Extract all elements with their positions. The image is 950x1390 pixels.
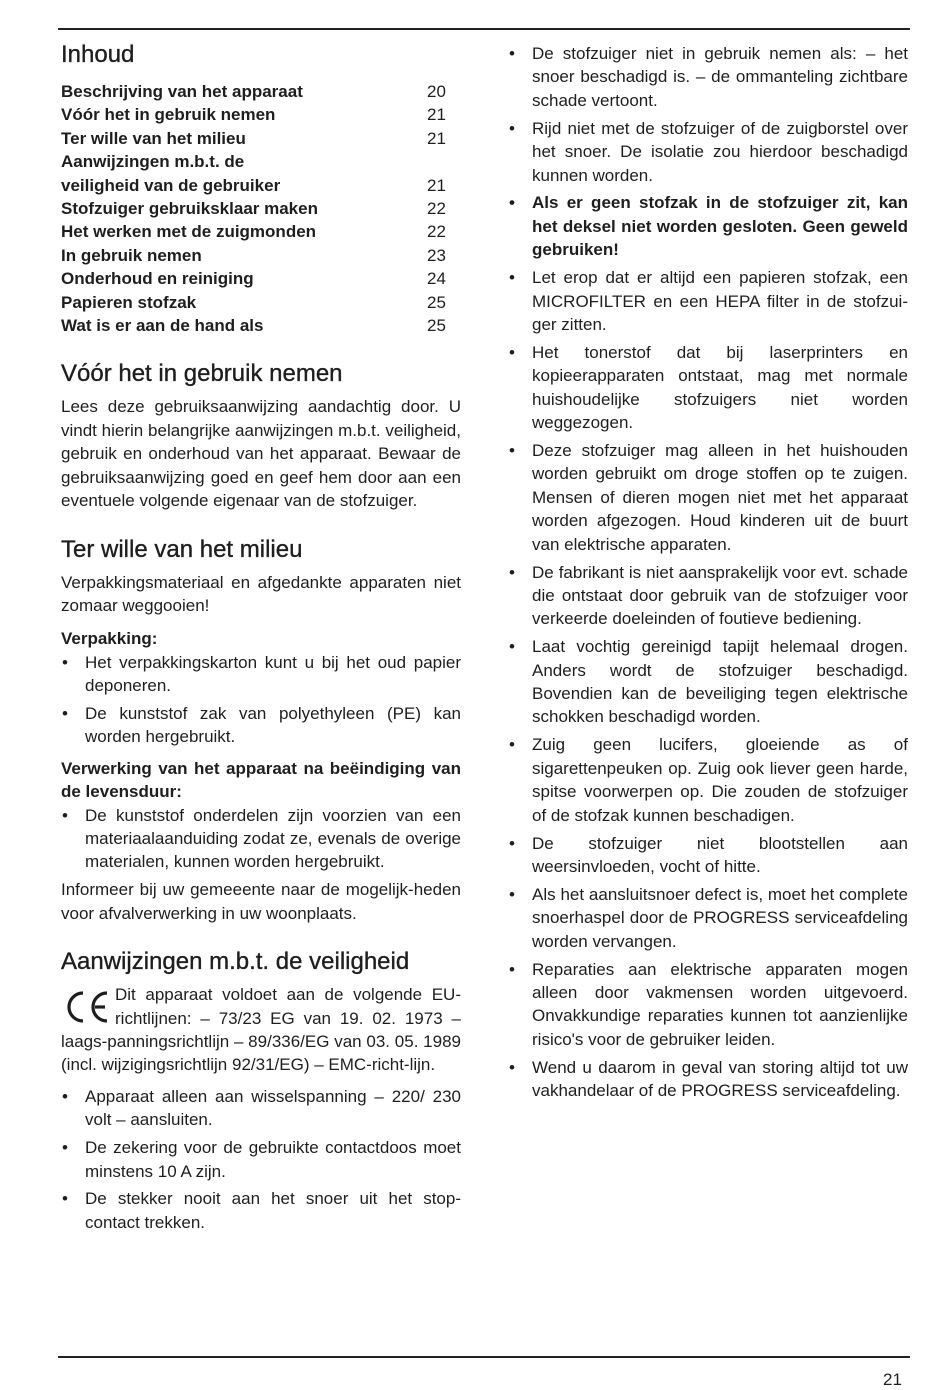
- bullet-item: [508, 42, 908, 112]
- bullet-item: [61, 702, 461, 749]
- milieu-intro: Verpakkingsmateriaal en afgedankte apparaten niet zomaar weggooien!: [61, 572, 461, 615]
- bullet-item: [61, 1136, 461, 1183]
- bullet-icon: •: [509, 44, 515, 63]
- bullet-text: De kunststof zak van polyethyleen (PE) kan worden hergebruikt.: [85, 704, 461, 747]
- ce-mark-icon: [61, 987, 113, 1027]
- toc-entry: [61, 220, 461, 243]
- bullet-text: Wend u daarom in geval van storing altijd tot uw vakhandelaar of de PROGRESS serviceafdeling.: [532, 1057, 908, 1101]
- bullet-text: De fabrikant is niet aansprakelijk voor evt. schade die ontstaat door gebruik van de stofzuiger voor verkeerde doeleinden of foutieve bediening.: [532, 562, 908, 629]
- bullet-icon: •: [62, 1086, 68, 1106]
- toc-entry: [61, 291, 461, 314]
- bullet-text: De stofzuiger niet blootstellen aan weersinvloeden, vocht of hitte.: [532, 833, 908, 876]
- section-milieu-title: Ter wille van het milieu: [61, 535, 303, 563]
- veiligheid-list-left: [61, 1085, 461, 1234]
- bullet-text: Als er geen stofzak in de stofzuiger zit, kan het deksel niet worden gesloten. Geen geweld gebruiken!: [532, 193, 908, 260]
- bullet-icon: •: [62, 1138, 68, 1158]
- bullet-item: [508, 341, 908, 435]
- section-voor: [61, 359, 461, 512]
- toc-entry: [61, 127, 461, 150]
- bullet-text: De zekering voor de gebruikte contactdoos moet minstens 10 A zijn.: [85, 1138, 461, 1181]
- bullet-text: De kunststof onderdelen zijn voorzien van een materiaalaanduiding zodat ze, evenals de overige materialen, kunnen worden hergebruikt.: [85, 805, 461, 872]
- veiligheid-list-right: [508, 42, 908, 1102]
- bullet-icon: •: [62, 704, 68, 724]
- bullet-text: Reparaties aan elektrische apparaten mogen alleen door vakmensen worden uitgevoerd. Onvakkundige reparaties kunnen tot aanzienlijke risico's voor de gebruiker leiden.: [532, 959, 908, 1049]
- bullet-icon: •: [509, 118, 515, 138]
- section-voor-text: Lees deze gebruiksaanwijzing aandachtig door. U vindt hierin belangrijke aanwijzingen m.b.t. veiligheid, gebruik en onderhoud van het apparaat. Bewaar de gebruiksaanwijzing goed en geef hem door aan een eventuele volgende eigenaar van de stofzuiger.: [61, 397, 461, 511]
- bullet-icon: •: [509, 884, 515, 904]
- bullet-icon: •: [509, 735, 515, 755]
- left-column: [61, 40, 461, 1239]
- ce-block: [61, 983, 461, 1077]
- bullet-item: [508, 191, 908, 261]
- verwerking-list: [61, 804, 461, 874]
- verpakking-list: [61, 651, 461, 749]
- bullet-icon: •: [509, 637, 515, 657]
- toc-entry-page: 21: [427, 175, 446, 195]
- ce-text: Dit apparaat voldoet aan de volgende EU-richtlijnen: – 73/23 EG van 19. 02. 1973 – laags-panningsrichtlijn – 89/336/EG van 03. 05. 1989 (incl. wijzigingsrichtlijn 92/31/EG) – EMC-richt-lijn.: [61, 985, 461, 1075]
- toc-entry-page: 21: [427, 128, 446, 148]
- toc-entry-label: Aanwijzingen m.b.t. de: [61, 152, 245, 172]
- bullet-text: Het verpakkingskarton kunt u bij het oud papier deponeren.: [85, 652, 461, 696]
- bullet-icon: •: [509, 441, 515, 460]
- bullet-text: Rijd niet met de stofzuiger of de zuigborstel over het snoer. De isolatie zou hierdoor beschadigd kunnen worden.: [532, 118, 908, 185]
- bullet-item: [508, 1056, 908, 1103]
- bullet-text: Let erop dat er altijd een papieren stofzak, een MICROFILTER en een HEPA filter in de stofzui-ger zitten.: [532, 268, 908, 334]
- bullet-item: [61, 1085, 461, 1132]
- toc-entry-label: veiligheid van de gebruiker: [61, 175, 281, 195]
- bullet-text: Laat vochtig gereinigd tapijt helemaal drogen. Anders wordt de stofzuiger beschadigd. Bovendien kan de beveiliging tegen elektrische schokken beschadigd worden.: [532, 637, 908, 727]
- bullet-item: [508, 733, 908, 827]
- bullet-icon: •: [509, 833, 515, 853]
- toc-entry-label: In gebruik nemen: [61, 245, 202, 265]
- bullet-item: [508, 266, 908, 336]
- section-veiligheid: [61, 947, 461, 1234]
- toc-entry: [61, 197, 461, 220]
- toc-entry: [61, 80, 461, 103]
- toc-entry: [61, 150, 461, 173]
- toc-entry-label: Stofzuiger gebruiksklaar maken: [61, 199, 318, 219]
- toc-entry-label: Onderhoud en reiniging: [61, 269, 254, 289]
- toc-entry: [61, 103, 461, 126]
- bullet-item: [61, 1187, 461, 1234]
- bullet-icon: •: [509, 959, 515, 979]
- toc-entry-label: Papieren stofzak: [61, 292, 197, 312]
- bottom-rule: [58, 1356, 910, 1358]
- toc-entry-page: 25: [427, 316, 446, 336]
- toc-entry-page: 22: [427, 199, 446, 219]
- bullet-item: [508, 439, 908, 556]
- bullet-text: Apparaat alleen aan wisselspanning – 220/ 230 volt – aansluiten.: [85, 1086, 461, 1130]
- bullet-item: [61, 804, 461, 874]
- section-milieu: [61, 535, 461, 926]
- bullet-text: De stekker nooit aan het snoer uit het stop-contact trekken.: [85, 1189, 461, 1232]
- toc-entry-page: 22: [427, 222, 446, 242]
- toc-entry-label: Wat is er aan de hand als: [61, 316, 264, 336]
- toc-entry-label: Ter wille van het milieu: [61, 128, 246, 148]
- toc-entry: [61, 174, 461, 197]
- bullet-text: Deze stofzuiger mag alleen in het huishouden worden gebruikt om droge stoffen op te zuigen. Mensen of dieren mogen niet met het apparaat worden afgezogen. Houd kinderen uit de buurt van elektrische apparaten.: [532, 441, 908, 554]
- page-number: 21: [883, 1370, 902, 1389]
- bullet-item: [508, 958, 908, 1052]
- bullet-icon: •: [62, 805, 68, 825]
- bullet-item: [508, 832, 908, 879]
- bullet-icon: •: [509, 342, 515, 362]
- toc-entry-label: Het werken met de zuigmonden: [61, 222, 317, 242]
- bullet-text: De stofzuiger niet in gebruik nemen als: – het snoer beschadigd is. – de ommanteling zichtbare schade vertoont.: [532, 44, 908, 110]
- toc-entry-label: Beschrijving van het apparaat: [61, 82, 303, 101]
- section-voor-title: Vóór het in gebruik nemen: [61, 360, 343, 388]
- verwerking-label: Verwerking van het apparaat na beëindiging van de levensduur:: [61, 758, 461, 802]
- toc-entry-page: 20: [427, 82, 446, 101]
- section-veiligheid-title: Aanwijzingen m.b.t. de veiligheid: [61, 948, 410, 976]
- bullet-text: Het tonerstof dat bij laserprinters en kopieerapparaten ontstaat, mag met normale huishoudelijke stofzuigers niet worden weggezogen.: [532, 342, 908, 433]
- toc-title: Inhoud: [61, 41, 135, 68]
- bullet-item: [61, 651, 461, 698]
- toc-entry-label: Vóór het in gebruik nemen: [61, 105, 276, 125]
- toc-entry: [61, 267, 461, 290]
- bullet-icon: •: [509, 562, 515, 582]
- toc-entry: [61, 244, 461, 267]
- top-rule: [58, 28, 910, 30]
- table-of-contents: [61, 80, 461, 337]
- toc-entry-page: 21: [427, 105, 446, 125]
- toc-entry-page: 23: [427, 245, 446, 265]
- milieu-outro: Informeer bij uw gemeeente naar de mogelijk-heden voor afvalverwerking in uw woonplaats.: [61, 880, 461, 923]
- bullet-text: Zuig geen lucifers, gloeiende as of sigarettenpeuken op. Zuig ook liever geen harde, spitse voorwerpen op. Die zouden de stofzuiger of de stofzak kunnen beschadigen.: [532, 735, 908, 825]
- bullet-text: Als het aansluitsnoer defect is, moet het complete snoerhaspel door de PROGRESS serviceafdeling worden vervangen.: [532, 884, 908, 951]
- bullet-icon: •: [509, 193, 515, 213]
- bullet-item: [508, 635, 908, 729]
- right-column: [508, 42, 908, 1107]
- bullet-item: [508, 883, 908, 953]
- bullet-item: [508, 117, 908, 187]
- bullet-icon: •: [62, 1189, 68, 1209]
- bullet-item: [508, 561, 908, 631]
- bullet-icon: •: [509, 1057, 515, 1077]
- bullet-icon: •: [62, 652, 68, 672]
- toc-entry-page: 25: [427, 292, 446, 312]
- toc-entry: [61, 314, 461, 337]
- bullet-icon: •: [509, 268, 515, 288]
- toc-entry-page: 24: [427, 269, 446, 289]
- toc-entry-page: [427, 150, 461, 173]
- verpakking-label: Verpakking:: [61, 629, 158, 649]
